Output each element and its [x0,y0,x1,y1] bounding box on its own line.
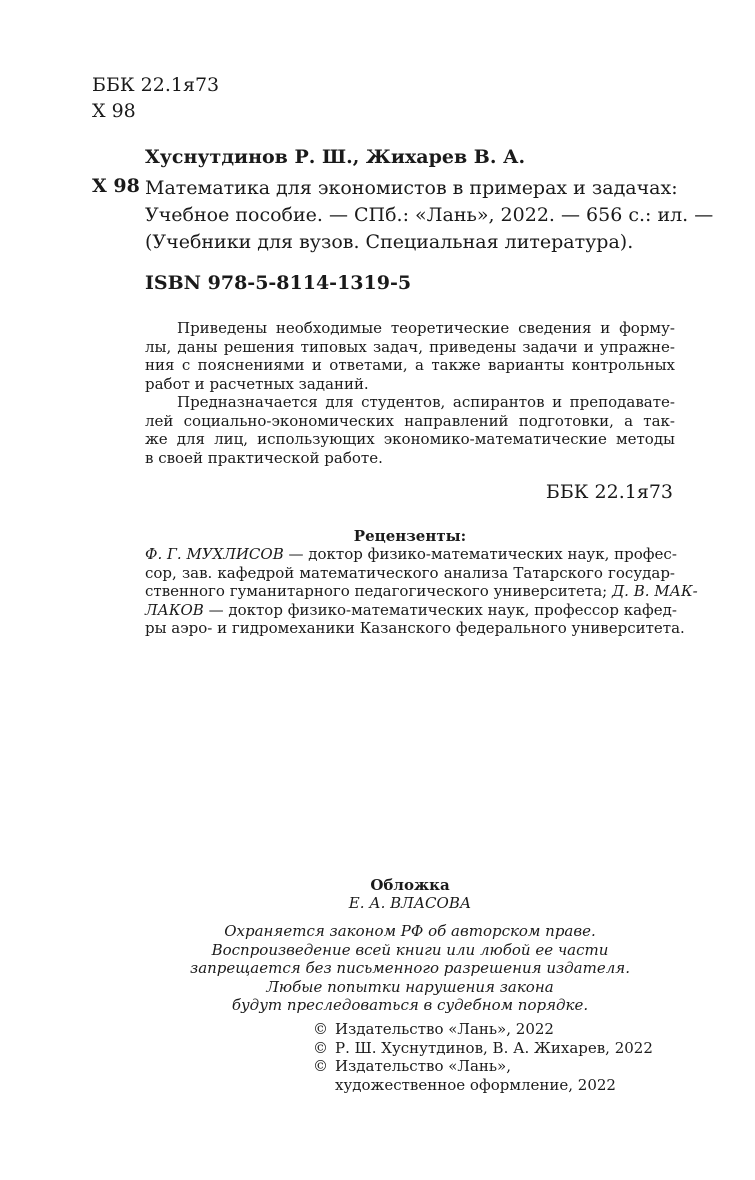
reviewers-text [145,545,698,638]
reviewers-line: сор, зав. кафедрой математического анализа Татарского государ- [145,563,675,582]
title-line: Учебное пособие. — СПб.: «Лань», 2022. — 656 с.: ил. — [145,204,714,226]
author-mark: Х 98 [92,175,140,197]
abstract-line: лей социально-экономических направлений подготовки, а так- [145,411,675,430]
cover-designer: Е. А. ВЛАСОВА [348,894,472,912]
copyright-icon: © [313,1020,328,1038]
cover-heading: Обложка [370,876,450,894]
author-mark-top: Х 98 [92,100,136,122]
abstract-line: Предназначается для студентов, аспирантов и преподавате- [177,393,675,411]
bbk-code-block [92,72,219,124]
reviewer-name: Д. В. МАК- [611,582,698,600]
reviewers-heading: Рецензенты: [353,527,467,545]
copyright-holders [313,1020,653,1094]
bbk-code: ББК 22.1я73 [92,74,220,96]
copyright-item: © Р. Ш. Хуснутдинов, В. А. Жихарев, 2022 [313,1038,653,1057]
abstract-line: ния с пояснениями и ответами, а также варианты контрольных [145,356,675,374]
reviewers-line: ственного гуманитарного педагогического университета; Д. В. МАК- [145,582,698,600]
bbk-code-right: ББК 22.1я73 [545,481,673,503]
reviewers-line: Ф. Г. МУХЛИСОВ — доктор физико-математических наук, профес- [145,545,677,563]
reviewer-name: Ф. Г. МУХЛИСОВ [145,545,284,563]
reviewers-line: ЛАКОВ — доктор физико-математических наук, профессор кафед- [145,600,677,619]
abstract-line: же для лиц, использующих экономико-математические методы [145,430,675,448]
abstract-line: лы, даны решения типовых задач, приведены задачи и упражне- [145,337,675,356]
copyright-item: © Издательство «Лань», [313,1057,512,1075]
copyright-notice [145,922,675,1015]
copyright-item: © Издательство «Лань», 2022 [313,1020,554,1038]
authors-line: Хуснутдинов Р. Ш., Жихарев В. А. [145,146,526,168]
reviewer-name: ЛАКОВ [145,600,204,619]
copyright-line: Воспроизведение всей книги или любой ее части [211,940,609,959]
abstract-line: работ и расчетных заданий. [145,374,369,393]
copyright-icon: © [313,1057,328,1075]
copyright-line: Охраняется законом РФ об авторском праве. [224,922,596,940]
title-line: (Учебники для вузов. Специальная литература). [145,231,634,253]
reviewers-line: ры аэро- и гидромеханики Казанского федерального университета. [145,619,685,637]
abstract-line: в своей практической работе. [145,448,383,467]
copyright-line: запрещается без письменного разрешения издателя. [190,959,630,977]
bibliographic-description [145,175,714,256]
title-line: Математика для экономистов в примерах и задачах: [145,177,678,199]
copyright-line: Любые попытки нарушения закона [266,977,554,996]
abstract-line: Приведены необходимые теоретические сведения и форму- [177,319,675,337]
copyright-line: будут преследоваться в судебном порядке. [231,996,589,1014]
copyright-item-continued: художественное оформление, 2022 [335,1075,616,1094]
isbn: ISBN 978-5-8114-1319-5 [145,272,412,294]
abstract [145,319,675,467]
copyright-icon: © [313,1038,328,1057]
